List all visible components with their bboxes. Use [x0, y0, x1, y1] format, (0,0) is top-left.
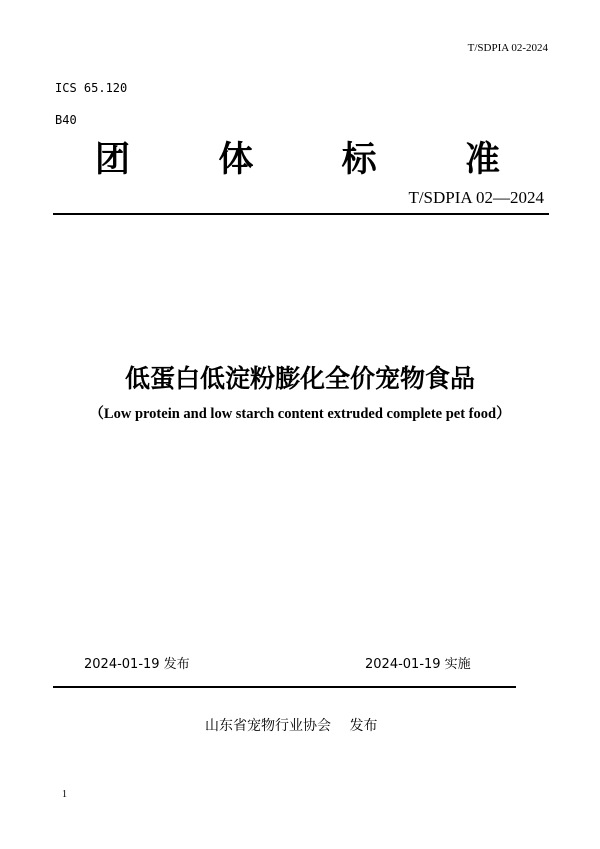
standard-type-char: 标: [341, 140, 377, 180]
implement-date: 2024-01-19 实施: [365, 657, 471, 672]
classification-code: B40: [55, 113, 77, 127]
page-number: 1: [62, 789, 67, 800]
top-divider: [53, 213, 549, 215]
publish-date: 2024-01-19 发布: [84, 657, 190, 672]
standard-type-char: 准: [464, 140, 500, 180]
standard-type-char: 体: [218, 140, 254, 180]
standard-type-char: 团: [95, 140, 131, 180]
standard-type-heading: [95, 138, 500, 182]
standard-number: T/SDPIA 02—2024: [408, 188, 544, 207]
document-title-chinese: 低蛋白低淀粉膨化全价宠物食品: [124, 364, 475, 393]
publisher: 山东省宠物行业协会 发布: [205, 718, 378, 734]
ics-code: ICS 65.120: [55, 81, 128, 95]
bottom-divider: [53, 686, 516, 688]
document-title-english: （Low protein and low starch content extruded complete pet food）: [89, 406, 511, 422]
header-doc-code: T/SDPIA 02-2024: [467, 42, 548, 54]
